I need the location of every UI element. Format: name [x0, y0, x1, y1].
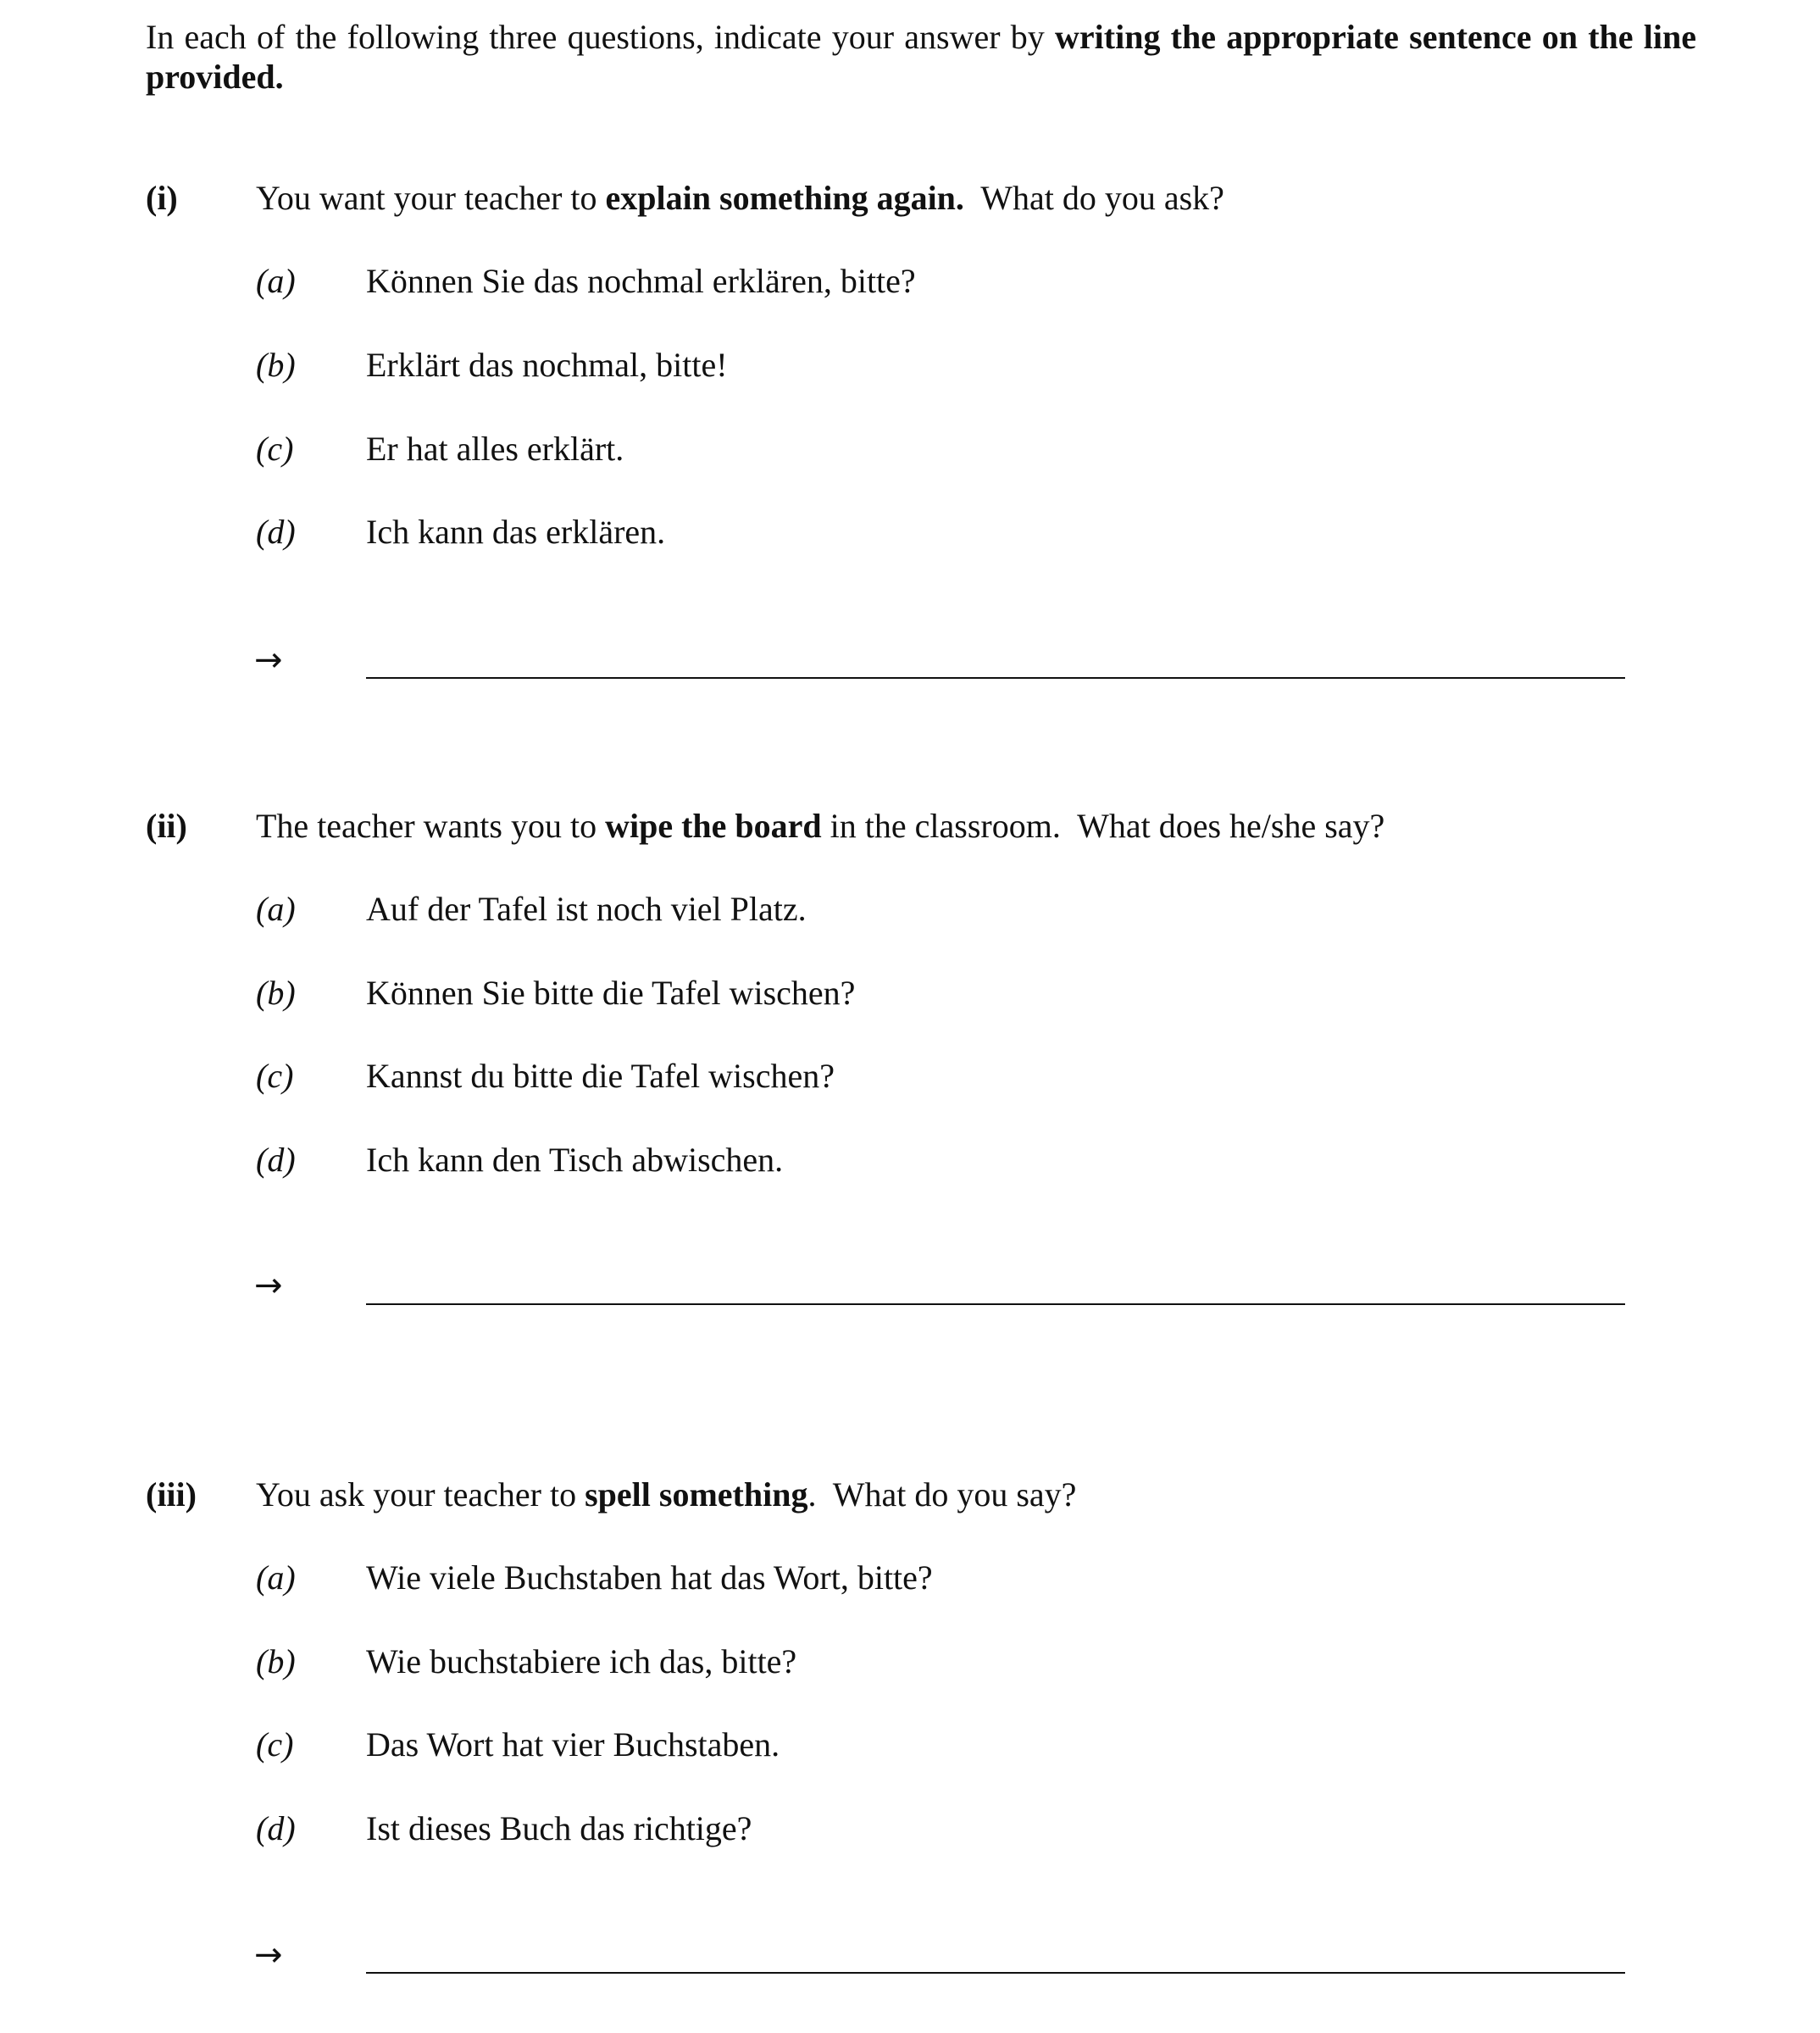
prompt-text: The teacher wants you to	[256, 807, 606, 845]
answer-line[interactable]	[366, 677, 1625, 679]
instructions	[146, 17, 1696, 97]
option-letter: (c)	[256, 1057, 294, 1095]
prompt-text: . What do you say?	[807, 1475, 1077, 1514]
option-text: Ich kann das erklären.	[366, 513, 666, 551]
option-letter: (b)	[256, 1642, 296, 1680]
prompt-bold: wipe the board	[605, 807, 822, 845]
option-letter: (c)	[256, 1725, 294, 1764]
answer-line[interactable]	[366, 1972, 1625, 1974]
prompt-text: You want your teacher to	[256, 179, 606, 217]
option-letter: (a)	[256, 890, 296, 928]
option-letter: (a)	[256, 1558, 296, 1597]
instructions-bold: writing the appropriate sentence on the line provided.	[146, 18, 1696, 96]
option-text: Wie buchstabiere ich das, bitte?	[366, 1642, 797, 1680]
option-text: Ist dieses Buch das richtige?	[366, 1809, 752, 1847]
option-text: Können Sie das nochmal erklären, bitte?	[366, 262, 916, 300]
option-text: Erklärt das nochmal, bitte!	[366, 346, 728, 384]
option-letter: (d)	[256, 513, 296, 551]
option-letter: (d)	[256, 1141, 296, 1179]
prompt-text: in the classroom. What does he/she say?	[821, 807, 1385, 845]
instructions-text: In each of the following three questions, indicate your answer by	[146, 18, 1056, 56]
option-letter: (d)	[256, 1809, 296, 1847]
option-text: Auf der Tafel ist noch viel Platz.	[366, 890, 807, 928]
option-letter: (b)	[256, 346, 296, 384]
option-letter: (b)	[256, 974, 296, 1012]
option-text: Das Wort hat vier Buchstaben.	[366, 1725, 780, 1764]
option-letter: (c)	[256, 430, 294, 468]
question-number: (iii)	[146, 1475, 197, 1514]
option-text: Er hat alles erklärt.	[366, 430, 624, 468]
arrow-icon: →	[254, 1936, 283, 1975]
option-letter: (a)	[256, 262, 296, 300]
prompt-bold: spell something	[585, 1475, 808, 1514]
arrow-icon: →	[254, 641, 283, 680]
option-text: Wie viele Buchstaben hat das Wort, bitte?	[366, 1558, 933, 1597]
question-number: (i)	[146, 179, 178, 217]
prompt-text: You ask your teacher to	[256, 1475, 585, 1514]
option-text: Können Sie bitte die Tafel wischen?	[366, 974, 856, 1012]
arrow-icon: →	[254, 1266, 283, 1305]
question-prompt	[256, 806, 1384, 847]
prompt-bold: explain something again.	[605, 179, 964, 217]
option-text: Ich kann den Tisch abwischen.	[366, 1141, 784, 1179]
prompt-text: What do you ask?	[963, 179, 1224, 217]
answer-line[interactable]	[366, 1303, 1625, 1305]
option-text: Kannst du bitte die Tafel wischen?	[366, 1057, 835, 1095]
question-number: (ii)	[146, 807, 187, 845]
question-prompt	[256, 178, 1224, 219]
question-prompt	[256, 1475, 1076, 1515]
